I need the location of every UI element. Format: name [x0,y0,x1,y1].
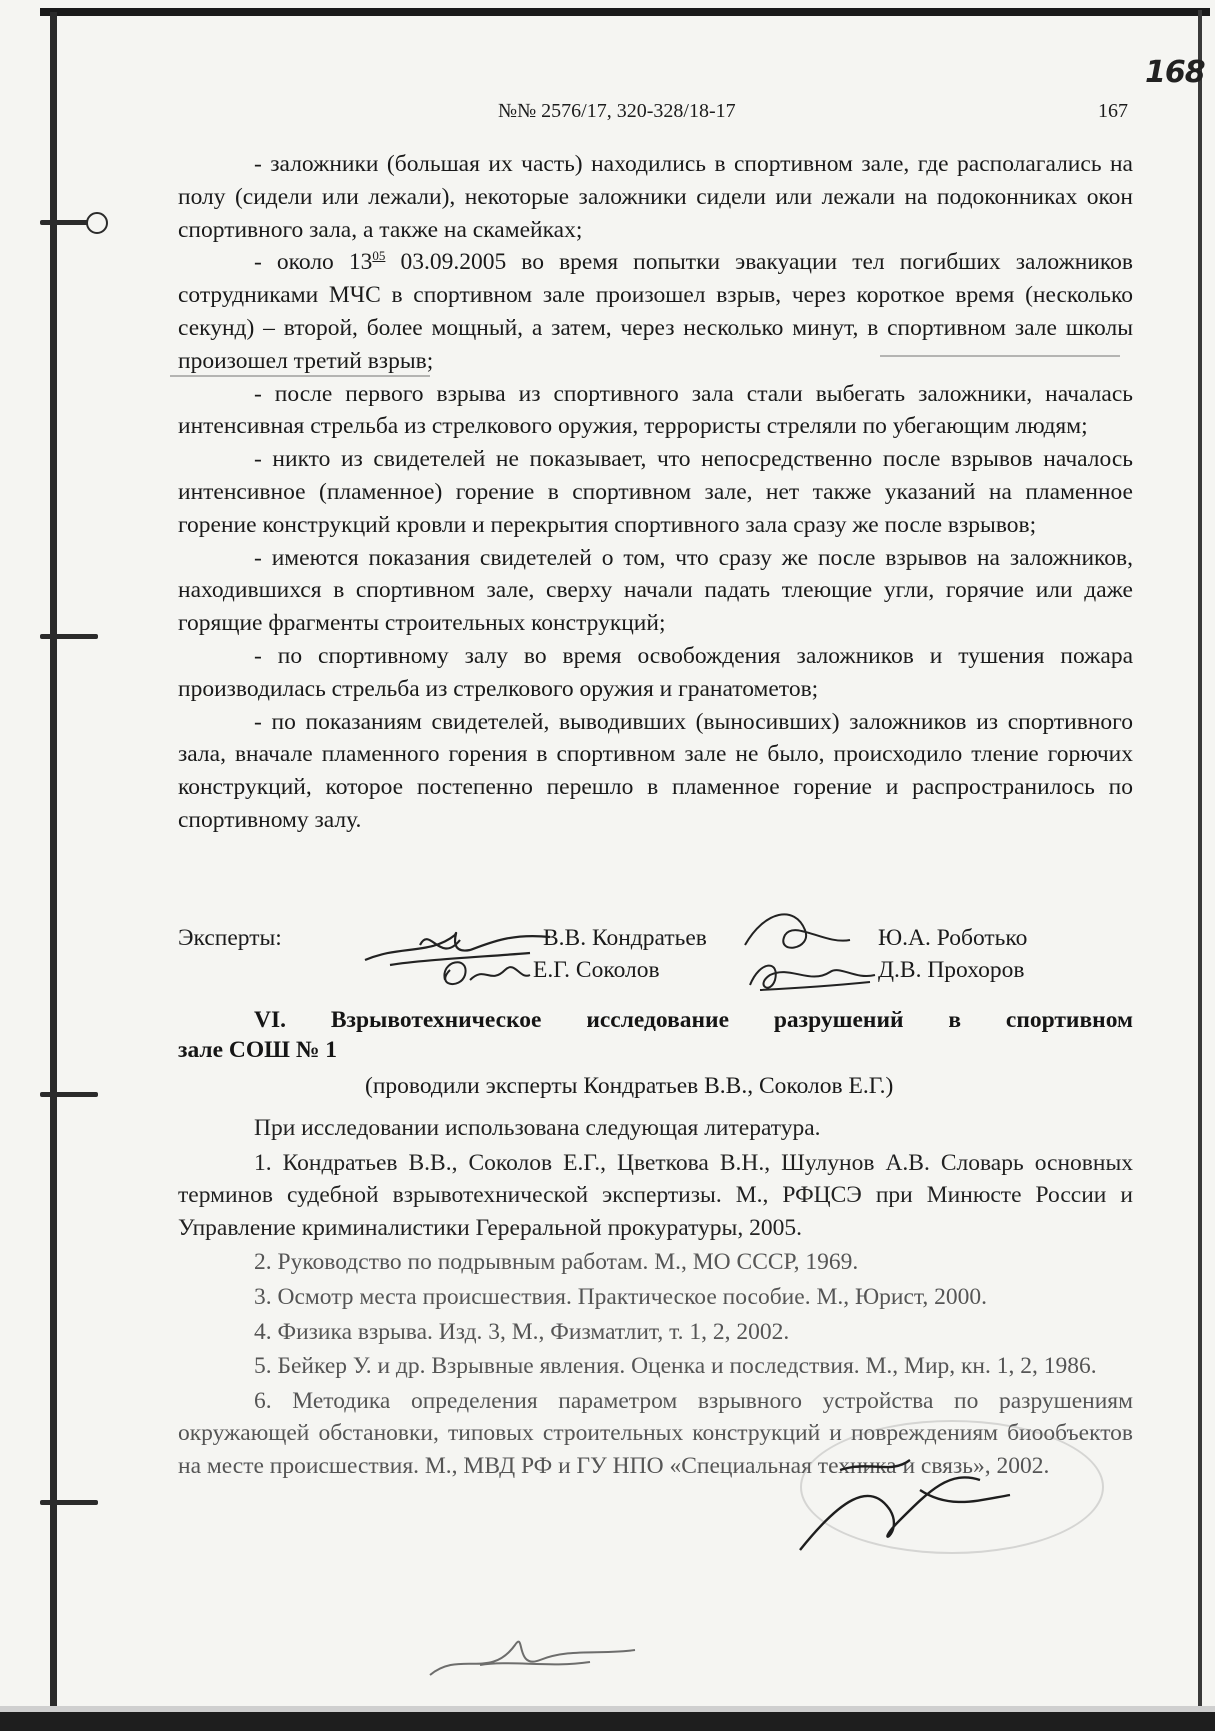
signature-bottom-right-icon [780,1440,1020,1570]
handwritten-page-number: 168 [1145,55,1205,90]
binder-hole-icon [40,1090,102,1098]
expert-name: Е.Г. Соколов [533,957,660,983]
section-subtitle: (проводили эксперты Кондратьев В.В., Соколов Е.Г.) [365,1073,894,1099]
literature-item: 2. Руководство по подрывным работам. М., МО СССР, 1969. [254,1249,859,1276]
experts-label: Эксперты: [178,925,282,951]
literature-item: 1. Кондратьев В.В., Соколов Е.Г., Цветкова В.Н., Шулунов А.В. Словарь основных терминов судебной взрывотехнической экспертизы. М., РФЦСЭ при Минюсте России и Управление криминалистики Гереральной прокуратуры, 2005. [178,1149,1133,1241]
scan-edge-right [1198,10,1202,1720]
finding-paragraph: - по спортивному залу во время освобождения заложников и тушения пожара производилась стрельба из стрелкового оружия и гранатометов; [178,642,1133,702]
finding-paragraph: - по показаниям свидетелей, выводивших (выносивших) заложников из спортивного зала, вначале пламенного горения в спортивном зале не было, происходило тление горючих конструкций, которое постепенно перешло в пламенное горение и распространилось по спортивному залу. [178,708,1133,833]
time-minutes: 05 [372,248,386,264]
finding-paragraph: - после первого взрыва из спортивного зала стали выбегать заложники, началась интенсивная стрельба из стрелкового оружия, террористы стреляли по убегающим людям; [178,380,1133,440]
signature-bottom-icon [420,1620,640,1690]
expert-name: Д.В. Прохоров [878,957,1025,983]
binder-hole-icon [40,1498,102,1506]
section-title: VI. Взрывотехническое исследование разрушений в спортивном зале СОШ № 1 [178,1007,1133,1063]
scan-edge-left [50,12,57,1712]
scan-edge-top [40,8,1210,16]
literature-item: 6. Методика определения параметром взрывного устройства по разрушениям окружающей обстановки, типовых строительных конструкций и повреждениям биообъектов на месте происшествия. М., МВД РФ и ГУ НПО «Специальная техника и связь», 2002. [178,1387,1133,1479]
expert-name: Ю.А. Роботько [878,925,1028,951]
finding-paragraph: - никто из свидетелей не показывает, что непосредственно после взрывов началось интенсивное (пламенное) горение в спортивном зале, нет также указаний на пламенное горение конструкций кровли и перекрытия спортивного зала сразу же после взрывов; [178,446,1133,538]
case-number: №№ 2576/17, 320-328/18-17 [498,100,736,122]
finding-paragraph: - заложники (большая их часть) находились в спортивном зале, где располагались на полу (сидели или лежали), некоторые заложники сидели или лежали на подоконниках окон спортивного зала, а также на скамейках; [178,151,1133,243]
expert-name: В.В. Кондратьев [543,925,707,951]
literature-item: 3. Осмотр места происшествия. Практическое пособие. М., Юрист, 2000. [254,1283,987,1310]
binder-hole-icon [40,218,102,226]
page-number: 167 [1098,100,1128,122]
page-header [0,100,1215,130]
literature-item: 4. Физика взрыва. Изд. 3, М., Физматлит, т. 1, 2, 2002. [254,1318,790,1345]
signature-prokhorov-icon [740,950,880,1000]
finding-paragraph: - имеются показания свидетелей о том, что сразу же после взрывов на заложников, находившихся в спортивном зале, сверху начали падать тлеющие угли, горячие или даже горящие фрагменты строительных конструкций; [178,544,1133,637]
binder-hole-icon [40,632,102,640]
literature-item: 5. Бейкер У. и др. Взрывные явления. Оценка и последствия. М., Мир, кн. 1, 2, 1986. [254,1353,1097,1380]
signature-sokolov-icon [430,950,540,1000]
findings-text [178,148,1133,837]
scan-artifact [170,375,430,377]
scan-artifact [880,355,1120,357]
finding-paragraph: - около $13^{05}$ 03.09.2005 во время попытки эвакуации тел погибших заложников сотрудниками МЧС в спортивном зале произошел взрыв, через короткое время (несколько секунд) – второй, более мощный, а затем, через несколько минут, в спортивном зале школы произошел третий взрыв; [178,248,1134,374]
literature-intro: При исследовании использована следующая литература. [254,1115,821,1141]
experts-block [178,925,1138,995]
scan-edge-bottom [0,1712,1215,1731]
